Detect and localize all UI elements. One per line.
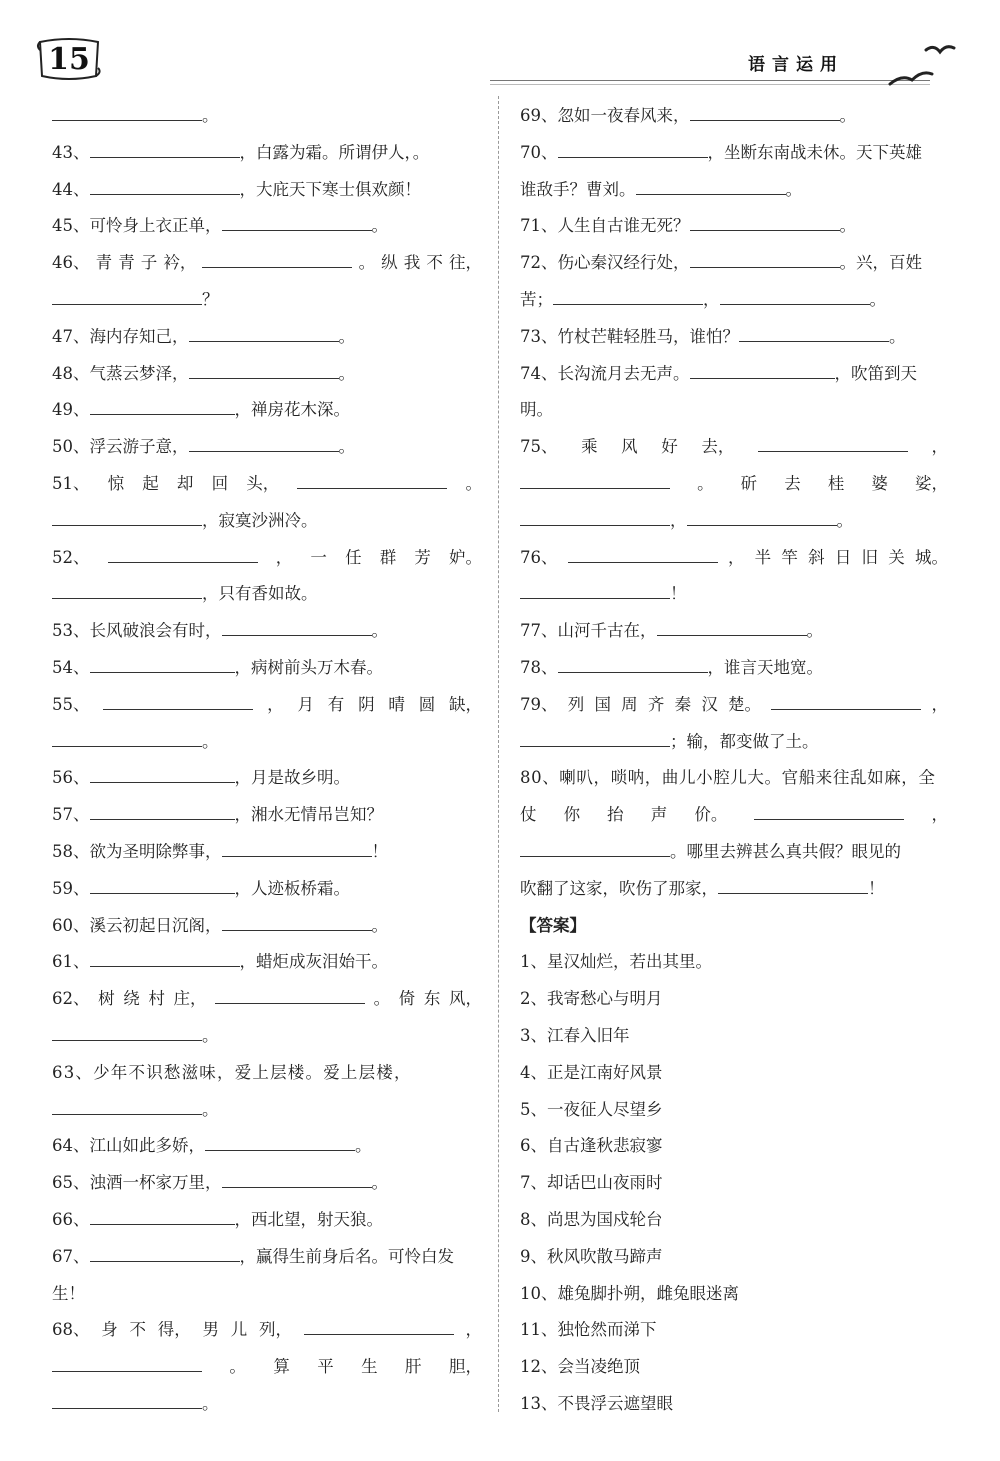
- text-segment: 列，: [259, 1320, 292, 1340]
- text-segment: 乘: [581, 437, 598, 457]
- question-line: ， 。: [520, 503, 948, 540]
- text-segment: 。: [465, 473, 482, 493]
- question-58: 58、欲为圣明除弊事， ！: [52, 834, 482, 871]
- text-segment: 列: [567, 694, 585, 714]
- answer-item: 8、尚思为国戍轮台: [520, 1209, 663, 1229]
- text-segment: 价。: [694, 805, 728, 825]
- answer-blank[interactable]: [205, 1128, 355, 1151]
- text-segment: 55、: [52, 694, 90, 714]
- text-segment: 衿，: [163, 253, 197, 273]
- answer-blank[interactable]: [222, 208, 372, 231]
- text-segment: 斫: [740, 473, 758, 493]
- question-64: 64、江山如此多娇， 。: [52, 1128, 482, 1165]
- header-rule: [490, 80, 930, 81]
- text-segment: 胆，: [448, 1357, 482, 1377]
- text-segment: 桂: [827, 473, 845, 493]
- text-segment: 竿: [781, 547, 798, 567]
- text-segment: 东: [423, 989, 441, 1009]
- question-line: 。: [52, 98, 482, 135]
- text-segment: 79、: [520, 694, 558, 714]
- answer-blank[interactable]: [718, 871, 868, 894]
- page-number: 15: [48, 42, 90, 77]
- text-segment: 我: [403, 253, 421, 273]
- answer-item: 4、正是江南好风景: [520, 1062, 663, 1082]
- answer-blank[interactable]: [720, 282, 870, 305]
- seagull-icon: [888, 40, 958, 90]
- text-segment: 日: [834, 547, 852, 567]
- answer-item: 6、自古逢秋悲寂寥: [520, 1136, 663, 1156]
- answer-blank[interactable]: [103, 687, 253, 710]
- question-line: 吹翻了这家，吹伤了那家， ！: [520, 871, 948, 908]
- answer-blank[interactable]: [520, 724, 670, 747]
- text-segment: ，: [931, 694, 948, 714]
- text-segment: 51、: [52, 473, 90, 493]
- text-segment: 。: [373, 989, 391, 1009]
- text-segment: 风，: [448, 989, 482, 1009]
- text-segment: 平: [317, 1357, 334, 1377]
- text-segment: 青: [118, 253, 135, 273]
- answers-heading: 【答案】: [520, 915, 586, 935]
- answer-blank[interactable]: [553, 282, 703, 305]
- answer-item: 1、星汉灿烂，若出其里。: [520, 952, 712, 972]
- question-62: [52, 981, 482, 1018]
- question-73: 73、竹杖芒鞋轻胜马，谁怕？ 。: [520, 319, 948, 356]
- question-63: 63、少年不识愁滋味，爱上层楼。爱上层楼，: [52, 1062, 412, 1082]
- text-segment: 62、: [52, 989, 90, 1009]
- answer-blank[interactable]: [758, 429, 908, 452]
- question-line: ，寂寞沙洲冷。: [52, 503, 482, 540]
- text-segment: 齐: [647, 694, 665, 714]
- column-divider: [498, 96, 499, 1412]
- answer-blank[interactable]: [222, 1165, 372, 1188]
- answer-blank[interactable]: [636, 172, 786, 195]
- text-segment: 村: [148, 989, 165, 1009]
- answer-list: [520, 944, 948, 1422]
- text-segment: 头，: [246, 473, 280, 493]
- text-segment: 仗: [520, 805, 537, 825]
- answer-blank[interactable]: [90, 392, 235, 415]
- answer-blank[interactable]: [52, 1092, 202, 1115]
- question-61: 61、 ，蜡炬成灰泪始干。: [52, 944, 482, 981]
- answer-blank[interactable]: [90, 871, 235, 894]
- text-segment: 汉: [701, 694, 718, 714]
- text-segment: 男: [202, 1320, 219, 1340]
- text-segment: 抬: [607, 805, 624, 825]
- answer-blank[interactable]: [739, 319, 889, 342]
- answer-item: 2、我寄愁心与明月: [520, 989, 663, 1009]
- answer-blank[interactable]: [52, 503, 202, 526]
- text-segment: 国: [594, 694, 611, 714]
- answer-blank[interactable]: [52, 576, 202, 599]
- answer-blank[interactable]: [520, 466, 670, 489]
- question-59: 59、 ，人迹板桥霜。: [52, 871, 482, 908]
- text-segment: 惊: [107, 473, 125, 493]
- text-segment: 斜: [808, 547, 825, 567]
- text-segment: ，: [727, 547, 745, 567]
- header-rule-secondary: [490, 84, 930, 85]
- question-70: 70、 ，坐断东南战未休。天下英雄: [520, 135, 948, 172]
- answer-blank[interactable]: [189, 356, 339, 379]
- answer-item: 9、秋风吹散马蹄声: [520, 1246, 663, 1266]
- text-segment: 半: [754, 547, 772, 567]
- text-segment: 树: [98, 989, 115, 1009]
- question-line: 。: [52, 724, 482, 761]
- text-segment: 去: [784, 473, 801, 493]
- question-line: [520, 466, 948, 503]
- question-75: [520, 429, 948, 466]
- question-line: [520, 797, 948, 834]
- answer-blank[interactable]: [52, 1386, 202, 1409]
- question-56: 56、 ，月是故乡明。: [52, 760, 482, 797]
- answer-blank[interactable]: [189, 429, 339, 452]
- question-line: ，只有香如故。: [52, 576, 482, 613]
- text-segment: 月: [297, 694, 314, 714]
- question-line: 。哪里去辨甚么真共假？眼见的: [520, 834, 948, 871]
- answer-item: 12、会当凌绝顶: [520, 1357, 640, 1377]
- question-46: [52, 245, 482, 282]
- question-78: 78、 ，谁言天地宽。: [520, 650, 948, 687]
- question-44: 44、 ，大庇天下寒士俱欢颜！: [52, 172, 482, 209]
- text-segment: 纵: [381, 253, 398, 273]
- answer-blank[interactable]: [52, 1349, 202, 1372]
- text-segment: 旧: [861, 547, 879, 567]
- answer-blank[interactable]: [52, 1018, 202, 1041]
- question-45: 45、可怜身上衣正单， 。: [52, 208, 482, 245]
- text-segment: 芳: [414, 547, 431, 567]
- text-segment: 。: [358, 253, 376, 273]
- answer-item: 7、却话巴山夜雨时: [520, 1173, 663, 1193]
- text-segment: 任: [345, 547, 362, 567]
- question-71: 71、人生自古谁无死？ 。: [520, 208, 948, 245]
- right-column: [520, 98, 948, 1423]
- question-line: 。: [52, 1092, 482, 1129]
- text-segment: 圆: [418, 694, 436, 714]
- question-54: 54、 ，病树前头万木春。: [52, 650, 482, 687]
- text-segment: 风: [621, 437, 638, 457]
- text-segment: 秦: [674, 694, 692, 714]
- text-segment: 绕: [123, 989, 140, 1009]
- text-segment: 52、: [52, 547, 90, 567]
- text-segment: 76、: [520, 547, 558, 567]
- question-65: 65、浊酒一杯家万里， 。: [52, 1165, 482, 1202]
- text-segment: ，: [275, 547, 293, 567]
- answer-blank[interactable]: [690, 98, 840, 121]
- question-43: 43、 ，白露为霜。所谓伊人，。: [52, 135, 482, 172]
- answer-blank[interactable]: [297, 466, 447, 489]
- text-segment: 楚。: [728, 694, 762, 714]
- answer-blank[interactable]: [52, 282, 202, 305]
- question-line: 明。: [520, 400, 553, 420]
- question-79: [520, 687, 948, 724]
- text-segment: 75、: [520, 437, 558, 457]
- answer-item: 3、江春入旧年: [520, 1025, 630, 1045]
- answer-blank[interactable]: [520, 503, 670, 526]
- answer-blank[interactable]: [687, 503, 837, 526]
- answer-blank[interactable]: [90, 650, 235, 673]
- answer-blank[interactable]: [90, 1202, 235, 1225]
- question-77: 77、山河千古在， 。: [520, 613, 948, 650]
- text-segment: 却: [176, 473, 194, 493]
- question-line: ！: [520, 576, 948, 613]
- answer-blank[interactable]: [189, 319, 339, 342]
- text-segment: 回: [211, 473, 229, 493]
- text-segment: ，: [931, 437, 948, 457]
- answer-item: 5、一夜征人尽望乡: [520, 1099, 663, 1119]
- question-line: ？: [52, 282, 482, 319]
- text-segment: 缺，: [449, 694, 482, 714]
- answer-blank[interactable]: [52, 98, 202, 121]
- question-48: 48、气蒸云梦泽， 。: [52, 356, 482, 393]
- answer-blank[interactable]: [222, 908, 372, 931]
- answer-blank[interactable]: [202, 245, 352, 268]
- text-segment: 得，: [157, 1320, 191, 1340]
- text-segment: 起: [142, 473, 159, 493]
- question-52: [52, 540, 482, 577]
- text-segment: 庄，: [173, 989, 207, 1009]
- question-66: 66、 ，西北望，射天狼。: [52, 1202, 482, 1239]
- answer-blank[interactable]: [304, 1312, 454, 1335]
- text-segment: 。: [229, 1357, 246, 1377]
- answer-blank[interactable]: [771, 687, 921, 710]
- text-segment: 好: [661, 437, 678, 457]
- question-60: 60、溪云初起日沉阁， 。: [52, 908, 482, 945]
- text-segment: 周: [621, 694, 638, 714]
- text-segment: 往，: [448, 253, 482, 273]
- text-segment: 68、: [52, 1320, 90, 1340]
- answer-blank[interactable]: [90, 797, 235, 820]
- question-47: 47、海内存知己， 。: [52, 319, 482, 356]
- question-49: 49、 ，禅房花木深。: [52, 392, 482, 429]
- text-segment: ，: [267, 694, 284, 714]
- question-57: 57、 ，湘水无情吊岂知？: [52, 797, 482, 834]
- text-segment: 城。: [914, 547, 948, 567]
- text-segment: 婆: [871, 473, 888, 493]
- section-title: 语言运用: [748, 55, 844, 75]
- question-50: 50、浮云游子意， 。: [52, 429, 482, 466]
- text-segment: ，: [465, 1320, 482, 1340]
- left-column: [52, 98, 482, 1423]
- question-51: [52, 466, 482, 503]
- answer-item: 10、雄兔脚扑朔，雌兔眼迷离: [520, 1283, 739, 1303]
- answer-blank[interactable]: [690, 245, 840, 268]
- text-segment: 晴: [388, 694, 405, 714]
- question-line: 生！: [52, 1283, 85, 1303]
- answer-blank[interactable]: [690, 208, 840, 231]
- answer-blank[interactable]: [568, 540, 718, 563]
- answer-blank[interactable]: [558, 650, 708, 673]
- question-68: [52, 1312, 482, 1349]
- text-segment: 去，: [701, 437, 735, 457]
- answer-blank[interactable]: [754, 797, 904, 820]
- answer-blank[interactable]: [520, 834, 670, 857]
- question-67: 67、 ，赢得生前身后名。可怜白发: [52, 1239, 482, 1276]
- question-53: 53、长风破浪会有时， 。: [52, 613, 482, 650]
- question-line: [52, 1349, 482, 1386]
- text-segment: 关: [888, 547, 905, 567]
- question-74: 74、长沟流月去无声。 ，吹笛到天: [520, 356, 948, 393]
- text-segment: ，: [931, 805, 948, 825]
- text-segment: 。: [697, 473, 714, 493]
- text-segment: 不: [129, 1320, 146, 1340]
- answer-blank[interactable]: [690, 356, 835, 379]
- text-segment: 倚: [398, 989, 416, 1009]
- answer-blank[interactable]: [90, 944, 240, 967]
- text-segment: 身: [101, 1320, 118, 1340]
- text-segment: 群: [379, 547, 397, 567]
- page-number-badge: [34, 36, 104, 84]
- question-line: 谁敌手？曹刘。 。: [520, 172, 948, 209]
- question-72: 72、伤心秦汉经行处， 。兴，百姓: [520, 245, 948, 282]
- question-line: ；输，都变做了土。: [520, 724, 948, 761]
- question-76: [520, 540, 948, 577]
- answer-blank[interactable]: [90, 1239, 240, 1262]
- text-segment: 生: [361, 1357, 378, 1377]
- answer-blank[interactable]: [108, 540, 258, 563]
- text-segment: 妒。: [448, 547, 482, 567]
- question-line: 。: [52, 1386, 482, 1423]
- page-header: [0, 0, 1000, 100]
- text-segment: 46、: [52, 253, 90, 273]
- answer-item: 13、不畏浮云遮望眼: [520, 1393, 673, 1413]
- question-line: 。: [52, 1018, 482, 1055]
- text-segment: 有: [327, 694, 345, 714]
- text-segment: 算: [273, 1357, 290, 1377]
- text-segment: 声: [650, 805, 668, 825]
- answer-blank[interactable]: [520, 576, 670, 599]
- text-segment: 一: [310, 547, 327, 567]
- question-55: [52, 687, 482, 724]
- text-segment: 娑，: [914, 473, 948, 493]
- question-line: 苦； ， 。: [520, 282, 948, 319]
- answer-blank[interactable]: [90, 172, 240, 195]
- answer-blank[interactable]: [222, 834, 372, 857]
- text-segment: 青: [95, 253, 113, 273]
- text-segment: 儿: [230, 1320, 248, 1340]
- answer-blank[interactable]: [657, 613, 807, 636]
- answer-blank[interactable]: [52, 724, 202, 747]
- text-segment: 不: [426, 253, 443, 273]
- answer-blank[interactable]: [90, 135, 240, 158]
- text-segment: 子: [140, 253, 158, 273]
- answer-item: 11、独怆然而涕下: [520, 1320, 657, 1340]
- text-segment: 肝: [405, 1357, 422, 1377]
- text-segment: 你: [563, 805, 581, 825]
- question-69: 69、忽如一夜春风来， 。: [520, 98, 948, 135]
- text-segment: 阴: [358, 694, 375, 714]
- question-80: 80、喇叭，唢呐，曲儿小腔儿大。官船来往乱如麻，全: [520, 768, 936, 788]
- answer-blank[interactable]: [222, 613, 372, 636]
- answer-blank[interactable]: [90, 760, 235, 783]
- answer-blank[interactable]: [558, 135, 708, 158]
- answer-blank[interactable]: [215, 981, 365, 1004]
